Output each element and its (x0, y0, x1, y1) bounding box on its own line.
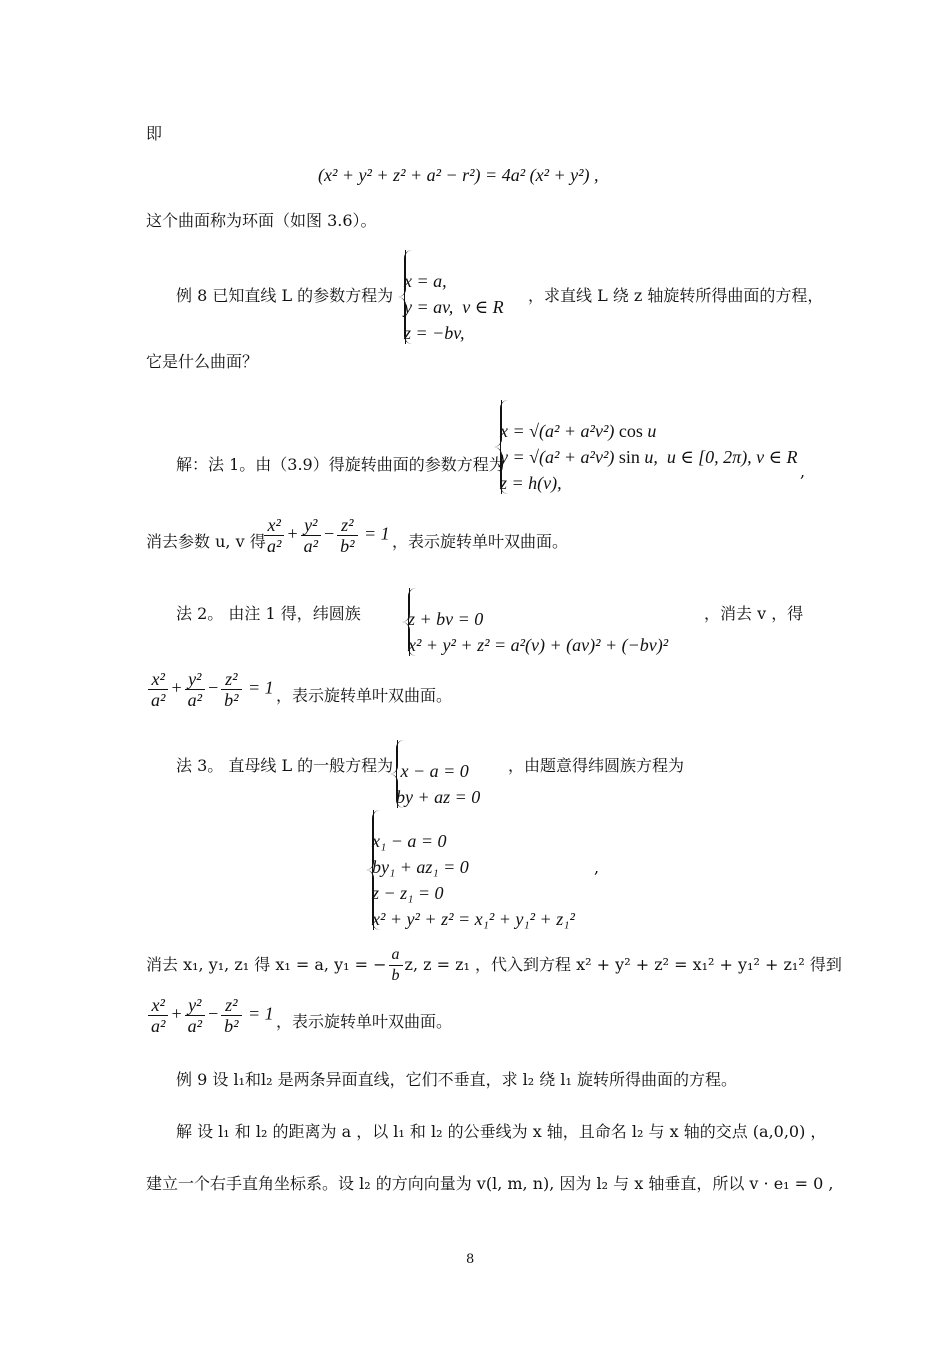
text-sol1-lead: 解：法 1。由（3.9）得旋转曲面的参数方程为 (176, 455, 505, 474)
text-comma: , (800, 462, 806, 481)
text-sol1-eliminate: 消去参数 u, v 得 (146, 532, 266, 551)
text-m3-eliminate-b: z, z = z₁ ，代入到方程 x² + y² + z² = x₁² + y₁² + z₁² 得到 (404, 955, 842, 974)
system-m2: z + bv = 0 x² + y² + z² = a²(v) + (av)² + (−bv)² (408, 586, 668, 658)
text-m3-lead: 法 3。 直母线 L 的一般方程为 (176, 756, 394, 775)
system-ex8: x = a, y = av, v ∈ R z = −bv, (404, 248, 504, 346)
text-m3-conclusion: ，表示旋转单叶双曲面。 (276, 1012, 453, 1031)
system-m3-family: x₁ − a = 0 by₁ + az₁ = 0 z − z₁ = 0 x² + y² + z² = x₁² + y₁² + z₁² (372, 808, 575, 932)
text-sol9-line1: 解 设 l₁ 和 l₂ 的距离为 a ，以 l₁ 和 l₂ 的公垂线为 x 轴，且命名 l₂ 与 x 轴的交点 (a,0,0) ， (176, 1122, 827, 1141)
text-m2-lead: 法 2。 由注 1 得，纬圆族 (176, 604, 361, 623)
equation-hyperboloid-1: $\frac{\text{x²}}{\text{a²}}$ + $\frac{\text{y²}}{\text{a²}}$ − $\frac{\text{z²}}{\text{b²}}$ = 1 (262, 516, 390, 555)
text-ex8-lead: 例 8 已知直线 L 的参数方程为 (176, 286, 394, 305)
equation-hyperboloid-3: $\frac{\text{x²}}{\text{a²}}$ + $\frac{\text{y²}}{\text{a²}}$ − $\frac{\text{z²}}{\text{b²}}$ = 1 (146, 996, 274, 1035)
system-m3-line: x − a = 0 by + az = 0 (396, 738, 480, 810)
text-ex8-question: 它是什么曲面？ (146, 352, 259, 371)
page-number: 8 (466, 1252, 475, 1267)
text-comma-2: , (594, 858, 600, 877)
text-m2-conclusion: ，表示旋转单叶双曲面。 (276, 686, 453, 705)
system-sol1: x = √(a² + a²v²) cos u y = √(a² + a²v²) sin u, u ∈ [0, 2π), v ∈ R z = h(v), (500, 398, 798, 496)
text-m3-family: ，由题意得纬圆族方程为 (508, 756, 685, 775)
text-m3-eliminate (146, 946, 842, 985)
text-ex8-tail: ，求直线 L 绕 z 轴旋转所得曲面的方程， (528, 286, 824, 305)
equation-hyperboloid-2: $\frac{\text{x²}}{\text{a²}}$ + $\frac{\text{y²}}{\text{a²}}$ − $\frac{\text{z²}}{\text{b²}}$ = 1 (146, 670, 274, 709)
text-torus-name: 这个曲面称为环面（如图 3.6）。 (146, 211, 377, 230)
equation-torus: (x² + y² + z² + a² − r²) = 4a² (x² + y²) , (318, 165, 599, 185)
text-m3-eliminate-a: 消去 x₁, y₁, z₁ 得 x₁ = a, y₁ = − (146, 955, 387, 974)
text-sol9-line2: 建立一个右手直角坐标系。设 l₂ 的方向向量为 v(l, m, n), 因为 l₂ 与 x 轴垂直，所以 v · e₁ = 0 , (146, 1174, 834, 1193)
text-m2-eliminate: ，消去 v ，得 (704, 604, 804, 623)
fraction-a-over-b: $\frac{a}{b}$ (389, 946, 403, 985)
text-sol1-conclusion: ，表示旋转单叶双曲面。 (392, 532, 569, 551)
text-ex9: 例 9 设 l₁和l₂ 是两条异面直线，它们不垂直，求 l₂ 绕 l₁ 旋转所得曲面的方程。 (176, 1070, 737, 1089)
text-ji: 即 (146, 124, 163, 143)
